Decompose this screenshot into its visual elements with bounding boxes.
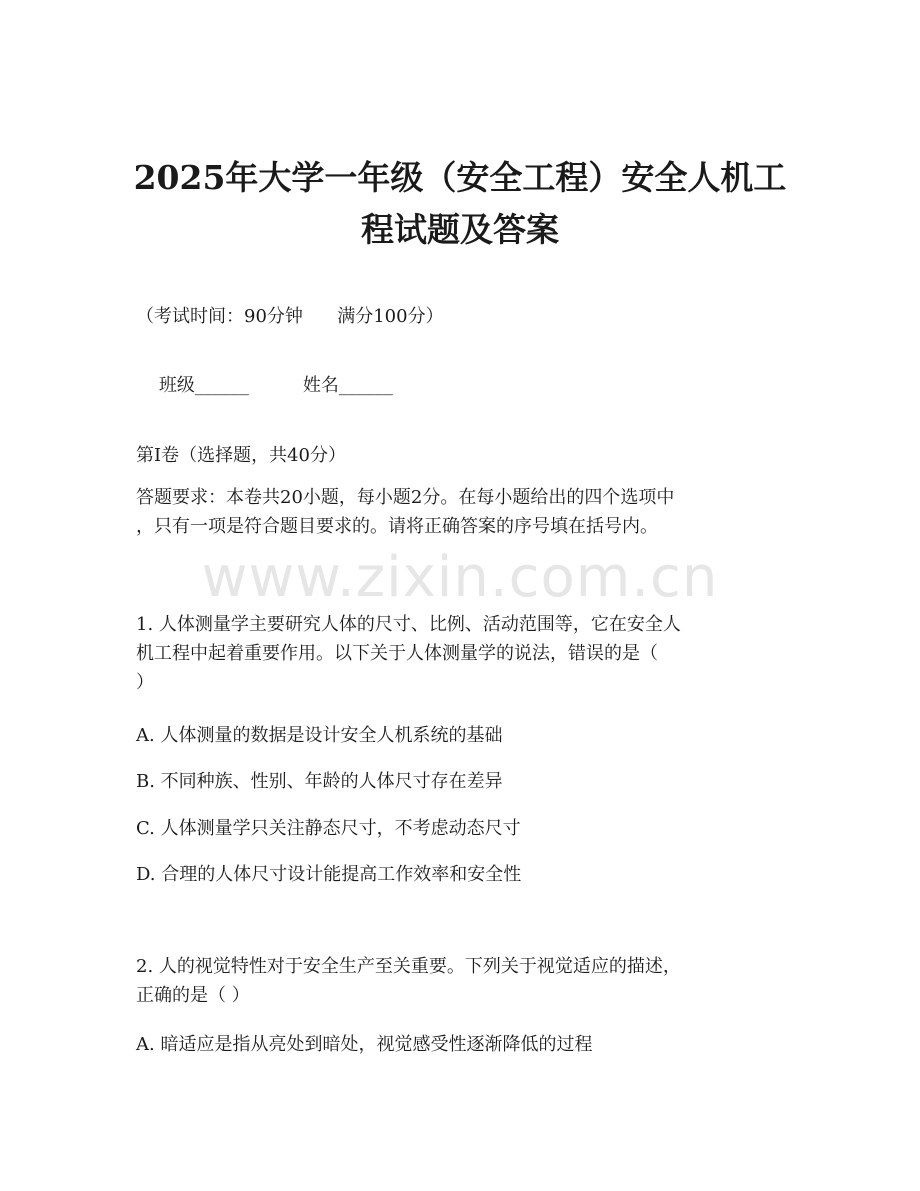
name-field: 姓名______ <box>302 375 393 396</box>
class-field: 班级______ <box>158 375 249 396</box>
question-1-stem <box>136 610 786 697</box>
title-line-2: 程试题及答案 <box>361 210 559 249</box>
question-2-option-a: A. 暗适应是指从亮处到暗处，视觉感受性逐渐降低的过程 <box>136 1034 593 1055</box>
watermark: www.zixin.com.cn <box>201 545 719 610</box>
question-2-stem <box>136 952 786 1010</box>
instructions-line-2: ，只有一项是符合题目要求的。请将正确答案的序号填在括号内。 <box>136 516 658 537</box>
document-title <box>120 152 800 256</box>
question-stem-line: 正确的是（ ） <box>136 985 250 1006</box>
question-1-option-a: A. 人体测量的数据是设计安全人机系统的基础 <box>136 725 503 746</box>
instructions-line-1: 答题要求：本卷共20小题，每小题2分。在每小题给出的四个选项中 <box>136 487 675 508</box>
question-1-option-b: B. 不同种族、性别、年龄的人体尺寸存在差异 <box>136 771 503 792</box>
question-stem-line: 机工程中起着重要作用。以下关于人体测量学的说法，错误的是（ <box>136 643 658 664</box>
student-info-row <box>136 350 393 418</box>
question-stem-line: 1. 人体测量学主要研究人体的尺寸、比例、活动范围等，它在安全人 <box>136 614 681 635</box>
question-1-option-d: D. 合理的人体尺寸设计能提高工作效率和安全性 <box>136 864 522 885</box>
exam-info: （考试时间：90分钟 满分100分） <box>136 306 444 327</box>
section-title: 第I卷（选择题，共40分） <box>136 445 347 466</box>
title-line-1: 2025年大学一年级（安全工程）安全人机工 <box>133 158 787 197</box>
question-stem-line: ） <box>136 672 154 693</box>
question-stem-line: 2. 人的视觉特性对于安全生产至关重要。下列关于视觉适应的描述， <box>136 956 681 977</box>
question-1-option-c: C. 人体测量学只关注静态尺寸，不考虑动态尺寸 <box>136 818 521 839</box>
instructions <box>136 483 786 541</box>
